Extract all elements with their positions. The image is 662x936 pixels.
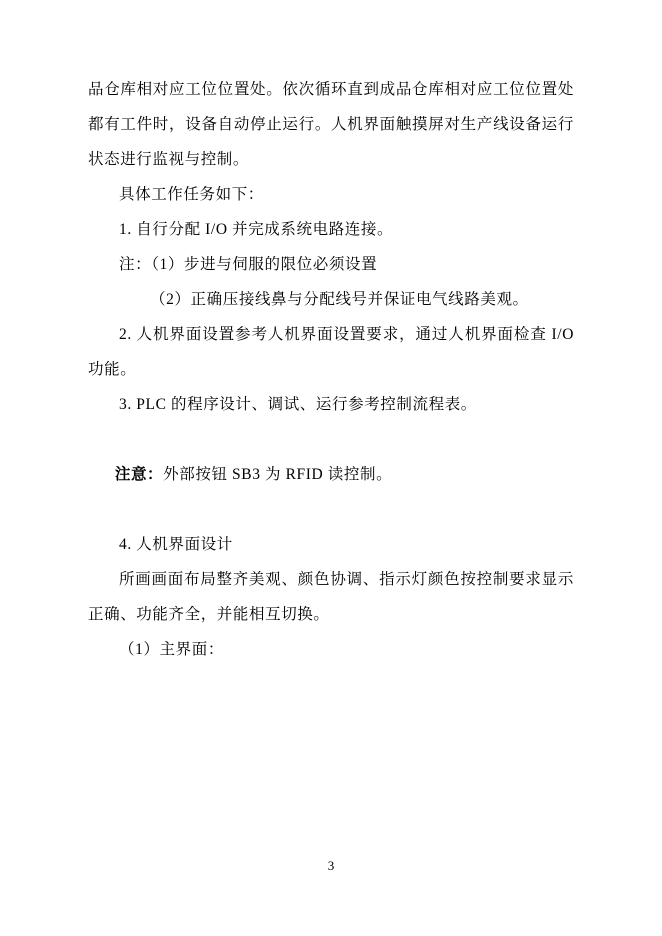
- paragraph-tasks-intro: 具体工作任务如下：: [119, 186, 264, 203]
- attention-text: 外部按钮 SB3 为 RFID 读控制。: [163, 466, 393, 483]
- paragraph-task-4: 4. 人机界面设计: [119, 536, 233, 553]
- page-number: 3: [327, 858, 335, 873]
- page-body: [88, 72, 579, 667]
- paragraph-task-2: 2. 人机界面设置参考人机界面设置要求，通过人机界面检查 I/O 功能。: [88, 326, 579, 378]
- attention-label: 注意：: [114, 466, 164, 483]
- paragraph-attention: [88, 422, 574, 527]
- paragraph-task-3: 3. PLC 的程序设计、调试、运行参考控制流程表。: [119, 396, 477, 413]
- paragraph-subitem-1: （1）主界面：: [119, 641, 224, 658]
- paragraph-task-4-detail: 所画画面布局整齐美观、颜色协调、指示灯颜色按控制要求显示正确、功能齐全，并能相互切换。: [88, 571, 574, 623]
- paragraph-note-2: （2）正确压接线鼻与分配线号并保证电气线路美观。: [150, 291, 529, 308]
- paragraph-note-1: 注：（1）步进与伺服的限位必须设置: [119, 256, 378, 273]
- paragraph-continuation: 品仓库相对应工位位置处。依次循环直到成品仓库相对应工位位置处都有工件时，设备自动停止运行。人机界面触摸屏对生产线设备运行状态进行监视与控制。: [88, 81, 574, 168]
- paragraph-task-1: 1. 自行分配 I/O 并完成系统电路连接。: [119, 221, 394, 238]
